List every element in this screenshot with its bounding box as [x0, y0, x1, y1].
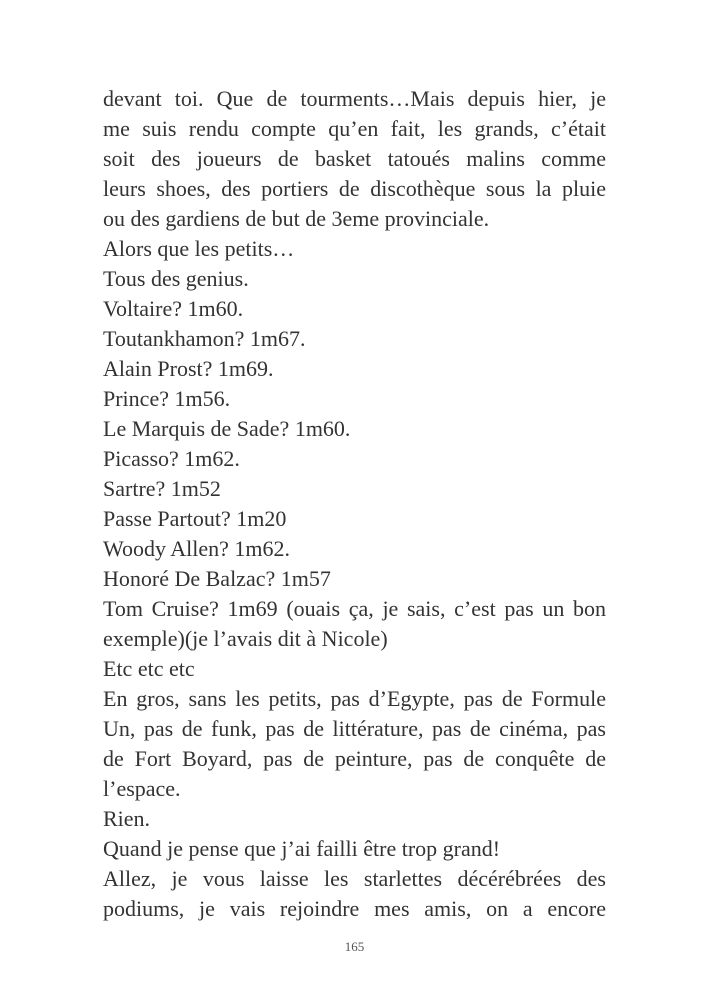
text-line: Tom Cruise? 1m69 (ouais ça, je sais, c’est pas un bon: [103, 596, 606, 621]
text-line: Le Marquis de Sade? 1m60.: [103, 416, 351, 441]
text-line: me suis rendu compte qu’en fait, les grands, c’était: [103, 116, 606, 141]
text-line: Sartre? 1m52: [103, 476, 221, 501]
text-line: Prince? 1m56.: [103, 386, 231, 411]
text-line: devant toi. Que de tourments…Mais depuis hier, je: [103, 86, 606, 111]
text-line: Honoré De Balzac? 1m57: [103, 566, 331, 591]
text-line: Passe Partout? 1m20: [103, 506, 287, 531]
text-line: leurs shoes, des portiers de discothèque sous la pluie: [103, 176, 606, 201]
text-line: ou des gardiens de but de 3eme provinciale.: [103, 206, 490, 231]
text-line: Alors que les petits…: [103, 236, 295, 261]
text-line: Allez, je vous laisse les starlettes décérébrées des: [103, 866, 606, 891]
text-line: Etc etc etc: [103, 656, 195, 681]
text-line: En gros, sans les petits, pas d’Egypte, pas de Formule: [103, 686, 606, 711]
text-line: exemple)(je l’avais dit à Nicole): [103, 626, 388, 651]
text-line: Alain Prost? 1m69.: [103, 356, 274, 381]
text-line: Un, pas de funk, pas de littérature, pas de cinéma, pas: [103, 716, 606, 741]
text-line: Voltaire? 1m60.: [103, 296, 244, 321]
page-text-block: [103, 84, 606, 924]
text-line: Tous des genius.: [103, 266, 249, 291]
text-line: l’espace.: [103, 776, 181, 801]
text-line: soit des joueurs de basket tatoués malins comme: [103, 146, 606, 171]
text-line: Rien.: [103, 806, 151, 831]
text-line: Woody Allen? 1m62.: [103, 536, 291, 561]
page-number: 165: [344, 939, 365, 954]
text-line: podiums, je vais rejoindre mes amis, on a encore: [103, 896, 606, 921]
text-line: Toutankhamon? 1m67.: [103, 326, 306, 351]
text-line: Quand je pense que j’ai failli être trop grand!: [103, 836, 501, 861]
text-line: Picasso? 1m62.: [103, 446, 240, 471]
text-line: de Fort Boyard, pas de peinture, pas de conquête de: [103, 746, 606, 771]
